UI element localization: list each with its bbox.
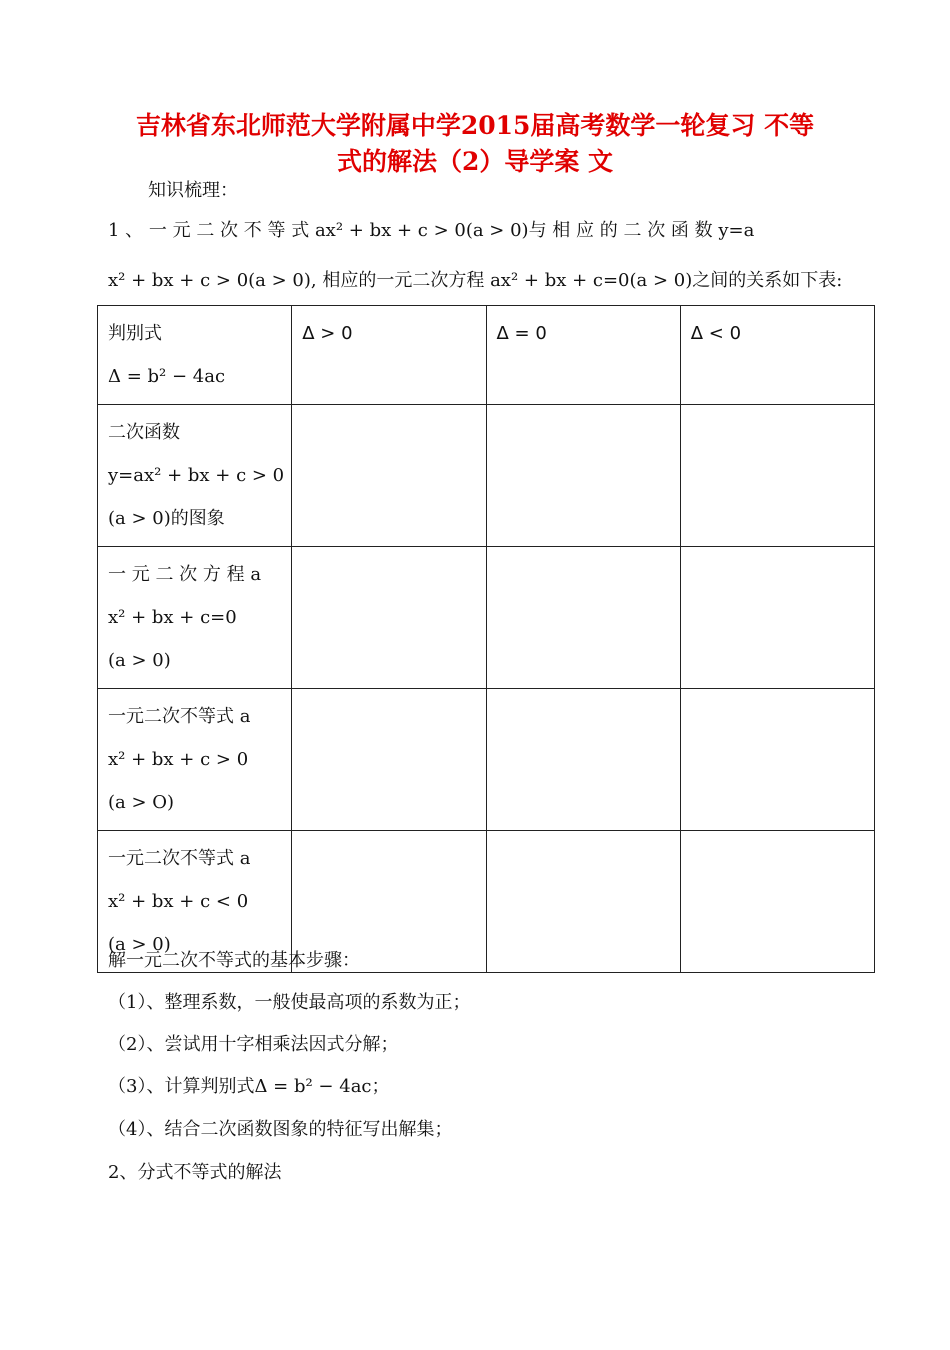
header-delta-negative: Δ < 0 bbox=[690, 323, 742, 344]
step-item: （1）、整理系数，一般使最高项的系数为正； bbox=[108, 992, 471, 1013]
row-label-line: x² + bx + c < 0 bbox=[108, 891, 249, 912]
table-row bbox=[98, 689, 875, 831]
empty-cell bbox=[292, 405, 486, 547]
title-line-1: 吉林省东北师范大学附属中学2015届高考数学一轮复习 不等 bbox=[135, 111, 815, 140]
header-cell-delta-negative bbox=[680, 306, 874, 405]
intro-line-1: 1 、 一 元 二 次 不 等 式 ax² + bx + c > 0(a > 0)与 相 应 的 二 次 函 数 y=a bbox=[108, 220, 755, 241]
row-label-cell bbox=[98, 405, 292, 547]
row-label-line: (a > O) bbox=[108, 792, 175, 813]
row-label-cell bbox=[98, 689, 292, 831]
header-cell-delta-positive bbox=[292, 306, 486, 405]
step-item: （2）、尝试用十字相乘法因式分解； bbox=[108, 1034, 399, 1055]
empty-cell bbox=[486, 547, 680, 689]
row-label-line: x² + bx + c=0 bbox=[108, 607, 237, 628]
row-label-line: 二次函数 bbox=[108, 422, 180, 443]
section-heading-knowledge: 知识梳理： bbox=[148, 180, 238, 201]
table-row bbox=[98, 547, 875, 689]
section-heading-fractional: 2、分式不等式的解法 bbox=[108, 1162, 282, 1183]
step-item: （4）、结合二次函数图象的特征写出解集； bbox=[108, 1119, 453, 1140]
title-line-2: 式的解法（2）导学案 文 bbox=[336, 147, 614, 176]
table-row bbox=[98, 405, 875, 547]
empty-cell bbox=[486, 405, 680, 547]
steps-heading: 解一元二次不等式的基本步骤： bbox=[108, 950, 360, 971]
empty-cell bbox=[486, 831, 680, 973]
empty-cell bbox=[680, 689, 874, 831]
discriminant-relation-table bbox=[97, 305, 875, 973]
row-label-line: 一元二次不等式 a bbox=[108, 706, 251, 727]
row-label-cell bbox=[98, 547, 292, 689]
row-label-line: x² + bx + c > 0 bbox=[108, 749, 249, 770]
row-label-line: (a > 0)的图象 bbox=[108, 508, 225, 529]
header-delta-zero: Δ = 0 bbox=[496, 323, 547, 344]
row-label-line: 一 元 二 次 方 程 a bbox=[108, 564, 262, 585]
empty-cell bbox=[292, 689, 486, 831]
intro-line-2: x² + bx + c > 0(a > 0), 相应的一元二次方程 ax² + bx + c=0(a > 0)之间的关系如下表: bbox=[108, 270, 843, 291]
row-label-line: y=ax² + bx + c > 0 bbox=[108, 465, 285, 486]
empty-cell bbox=[292, 547, 486, 689]
empty-cell bbox=[486, 689, 680, 831]
header-cell-delta-zero bbox=[486, 306, 680, 405]
document-title bbox=[60, 108, 890, 180]
empty-cell bbox=[680, 831, 874, 973]
header-delta-positive: Δ > 0 bbox=[302, 323, 353, 344]
row-label-line: (a > 0) bbox=[108, 650, 171, 671]
empty-cell bbox=[680, 405, 874, 547]
empty-cell bbox=[680, 547, 874, 689]
row-label-line: 一元二次不等式 a bbox=[108, 848, 251, 869]
header-label-line-1: 判别式 bbox=[108, 323, 162, 344]
header-label-cell bbox=[98, 306, 292, 405]
row-label-line: (a > 0) bbox=[108, 934, 171, 955]
header-label-line-2: Δ = b² − 4ac bbox=[108, 366, 226, 387]
table-header-row bbox=[98, 306, 875, 405]
step-item: （3）、计算判别式Δ = b² − 4ac； bbox=[108, 1076, 390, 1097]
